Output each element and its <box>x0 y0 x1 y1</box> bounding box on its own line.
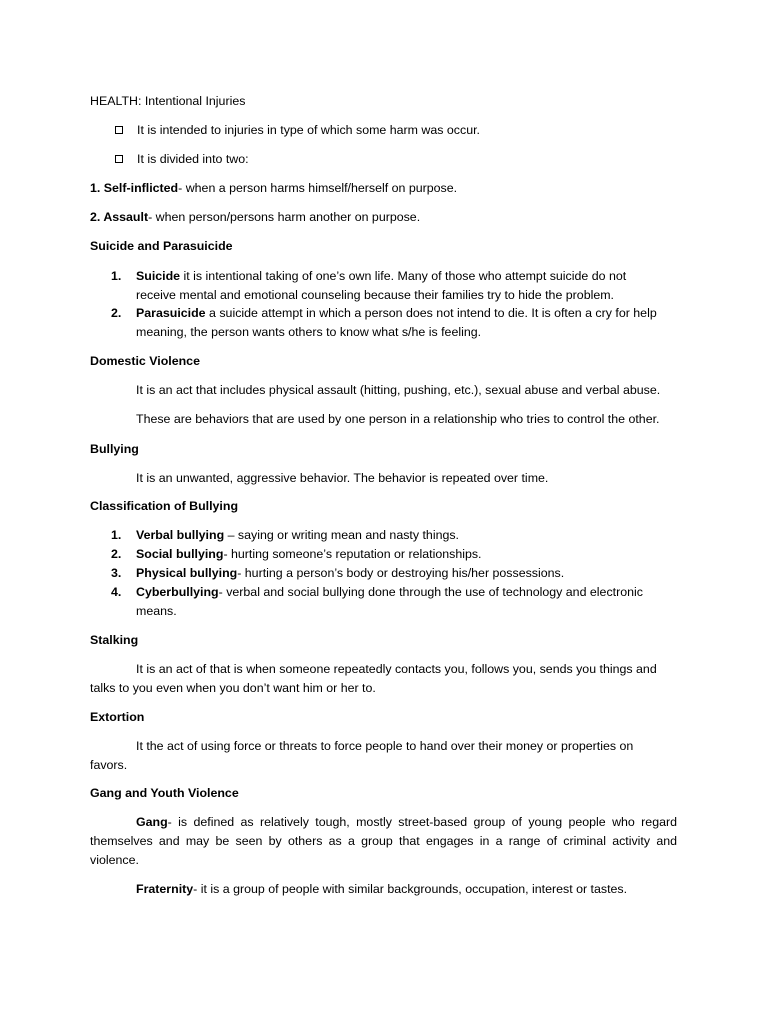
section-heading: Gang and Youth Violence <box>90 786 239 800</box>
list-item-continuation: means. <box>136 604 177 618</box>
section-heading: Classification of Bullying <box>90 499 239 513</box>
list-item: 2. Parasuicide a suicide attempt in which a person does not intend to die. It is often a cry for help <box>111 306 657 320</box>
intro-bullet: It is intended to injuries in type of which some harm was occur. <box>115 121 480 140</box>
checkbox-bullet-icon <box>115 126 123 134</box>
section-heading: Bullying <box>90 442 139 456</box>
list-item: 3. Physical bullying- hurting a person’s body or destroying his/her possessions. <box>111 566 565 580</box>
paragraph-continuation: violence. <box>90 853 139 867</box>
paragraph: It the act of using force or threats to force people to hand over their money or properties on <box>136 739 634 753</box>
section-heading: Stalking <box>90 633 139 647</box>
paragraph: Gang- is defined as relatively tough, mostly street-based group of young people who regard <box>136 815 677 829</box>
paragraph: It is an unwanted, aggressive behavior. The behavior is repeated over time. <box>136 471 549 485</box>
section-heading: Domestic Violence <box>90 354 200 368</box>
paragraph-continuation: talks to you even when you don’t want him or her to. <box>90 681 376 695</box>
section-heading: Extortion <box>90 710 145 724</box>
type-self-inflicted: 1. Self-inflicted- when a person harms himself/herself on purpose. <box>90 181 458 195</box>
paragraph: It is an act that includes physical assault (hitting, pushing, etc.), sexual abuse and verbal abuse. <box>136 383 661 397</box>
checkbox-bullet-icon <box>115 155 123 163</box>
list-item: 4. Cyberbullying- verbal and social bullying done through the use of technology and electronic <box>111 585 643 599</box>
paragraph-continuation: favors. <box>90 758 128 772</box>
list-item-continuation: receive mental and emotional counseling because their families try to hide the problem. <box>136 288 614 302</box>
intro-bullet: It is divided into two: <box>115 150 249 169</box>
paragraph: Fraternity- it is a group of people with similar backgrounds, occupation, interest or tastes. <box>136 882 628 896</box>
document-title: HEALTH: Intentional Injuries <box>90 94 246 108</box>
paragraph: These are behaviors that are used by one person in a relationship who tries to control the other. <box>136 412 660 426</box>
list-item: 2. Social bullying- hurting someone’s reputation or relationships. <box>111 547 482 561</box>
paragraph: It is an act of that is when someone repeatedly contacts you, follows you, sends you things and <box>136 662 657 676</box>
list-item-continuation: meaning, the person wants others to know what s/he is feeling. <box>136 325 482 339</box>
section-heading: Suicide and Parasuicide <box>90 239 233 253</box>
paragraph-continuation: themselves and may be seen by others as a group that engages in a range of criminal activity and <box>90 834 677 848</box>
type-assault: 2. Assault- when person/persons harm another on purpose. <box>90 210 421 224</box>
list-item: 1. Verbal bullying – saying or writing mean and nasty things. <box>111 528 460 542</box>
list-item: 1. Suicide it is intentional taking of one’s own life. Many of those who attempt suicide do not <box>111 269 627 283</box>
